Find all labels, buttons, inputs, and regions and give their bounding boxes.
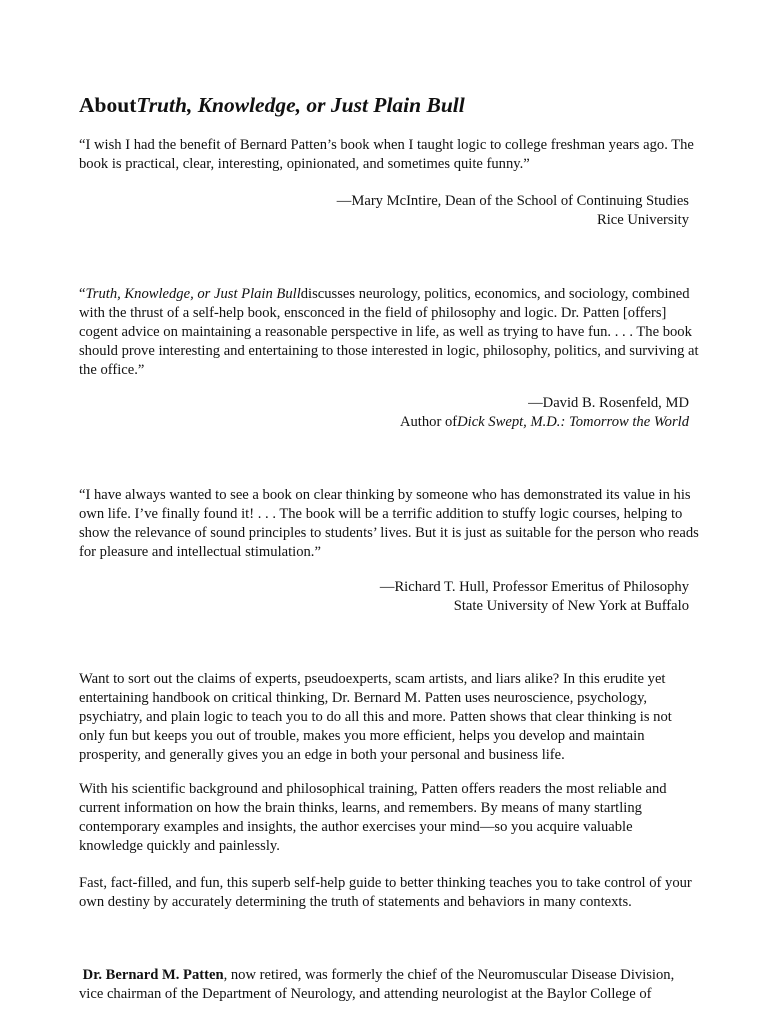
- quote-book-title: Truth, Knowledge, or Just Plain Bull: [85, 286, 301, 302]
- description-paragraph-1: Want to sort out the claims of experts, pseudoexperts, scam artists, and liars alike? In this erudite yet entertaining handbook on critical thinking, Dr. Bernard M. Patten uses neuroscience, psychology, psychiatry, and plain logic to teach you to do all this and more. Patten shows that clear thinking is not only fun but keeps you out of trouble, makes you more efficient, helps you develop and maintain prosperity, and generally gives you an edge in both your personal and business life.: [79, 671, 672, 763]
- attribution-affiliation: State University of New York at Buffalo: [453, 598, 689, 614]
- endorsement-attribution-3: [380, 578, 689, 616]
- page-title: [79, 90, 465, 120]
- author-name: Dr. Bernard M. Patten: [82, 967, 224, 983]
- author-bio-text: , now retired, was formerly the chief of the Neuromuscular Disease Division, vice chairman of the Department of Neurology, and attending neurologist at the Baylor College of: [79, 967, 675, 1002]
- endorsement-quote-2: [79, 285, 699, 380]
- attribution-name: —Mary McIntire, Dean of the School of Continuing Studies: [336, 193, 689, 209]
- attribution-affiliation: [400, 413, 689, 432]
- author-bio: [79, 966, 699, 1004]
- attribution-name: —David B. Rosenfeld, MD: [528, 395, 689, 411]
- endorsement-quote-3: “I have always wanted to see a book on clear thinking by someone who has demonstrated its value in his own life. I’ve finally found it! . . . The book will be a terrific addition to stuffy logic courses, helping to show the relevance of sound principles to students’ lives. But it is just as suitable for the person who reads for pleasure and intellectual stimulation.”: [79, 487, 699, 560]
- quote-text: discusses neurology, politics, economics, and sociology, combined with the thrust of a self-help book, ensconced in the field of philosophy and logic. Dr. Patten [offers] cogent advice on maintaining a reasonable perspective in life, as well as trying to have fun. . . . The book should prove interesting and entertaining to those interested in logic, philosophy, politics, and surviving at the office.”: [79, 286, 699, 378]
- description-paragraph-2: With his scientific background and philosophical training, Patten offers readers the most reliable and current information on how the brain thinks, learns, and remembers. By means of many startling contemporary examples and insights, the author exercises your mind—so you acquire valuable knowledge quickly and painlessly.: [79, 781, 667, 854]
- book-title: Truth, Knowledge, or Just Plain Bull: [136, 93, 465, 117]
- attribution-name: —Richard T. Hull, Professor Emeritus of Philosophy: [379, 579, 689, 595]
- endorsement-attribution-1: [337, 192, 689, 230]
- quote-open: “: [79, 286, 86, 302]
- endorsement-attribution-2: [400, 394, 689, 432]
- description-paragraph-3: Fast, fact-filled, and fun, this superb self-help guide to better thinking teaches you to take control of your own destiny by accurately determining the truth of statements and behaviors in many contexts.: [79, 875, 692, 910]
- attribution-prefix: Author of: [399, 414, 458, 430]
- attribution-affiliation: Rice University: [596, 212, 689, 228]
- attribution-book-title: Dick Swept, M.D.: Tomorrow the World: [457, 414, 689, 430]
- title-prefix: About: [79, 93, 137, 117]
- endorsement-quote-1: “I wish I had the benefit of Bernard Patten’s book when I taught logic to college freshman years ago. The book is practical, clear, interesting, opinionated, and sometimes quite funny.”: [79, 137, 694, 172]
